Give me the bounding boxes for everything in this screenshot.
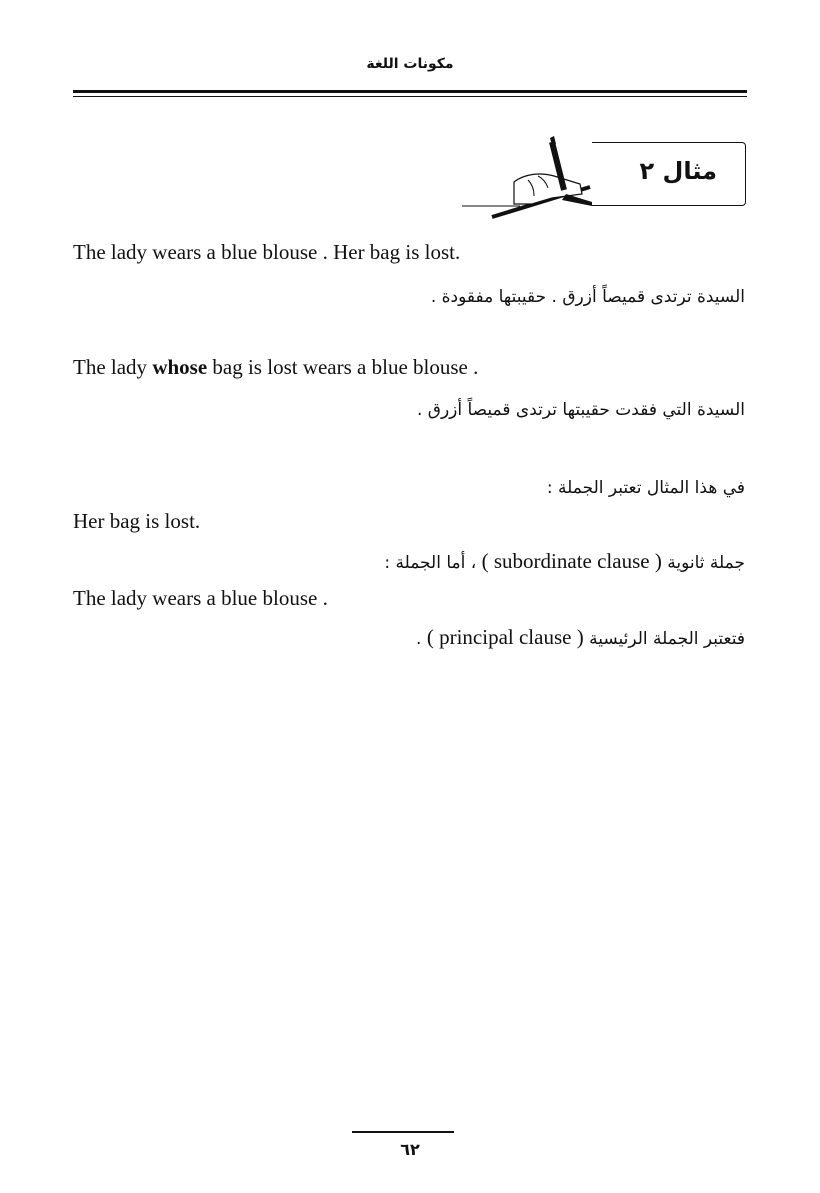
explanation-intro: في هذا المثال تعتبر الجملة : xyxy=(546,478,745,498)
subordinate-sentence: Her bag is lost. xyxy=(73,509,201,533)
pointing-hand-with-pen-icon xyxy=(462,132,602,222)
principal-sentence: The lady wears a blue blouse . xyxy=(73,586,328,610)
text-segment: ، أما الجملة : xyxy=(384,553,477,573)
example-label: مثال ٢ xyxy=(639,157,717,185)
subordinate-clause-term: ( subordinate clause ) xyxy=(481,549,662,573)
text-segment: bag is lost wears a blue blouse . xyxy=(207,355,479,379)
text-segment: . xyxy=(416,629,422,649)
page-number: ٦٢ xyxy=(400,1140,420,1159)
header-rule-thick xyxy=(73,90,747,93)
header-rule-thin xyxy=(73,96,747,97)
example-box xyxy=(592,142,746,206)
example-line-2-arabic: السيدة التي فقدت حقيبتها ترتدى قميصاً أزرق . xyxy=(416,400,745,420)
example-line-1-arabic: السيدة ترتدى قميصاً أزرق . حقيبتها مفقودة . xyxy=(430,287,745,307)
example-line-2-english xyxy=(73,355,478,380)
principal-clause-term: ( principal clause ) xyxy=(426,625,584,649)
text-segment: جملة ثانوية xyxy=(667,553,745,573)
text-segment: The lady xyxy=(73,355,153,379)
running-header: مكونات اللغة xyxy=(366,56,454,72)
footer-rule xyxy=(352,1131,454,1133)
principal-explanation xyxy=(416,625,745,650)
bold-word-whose: whose xyxy=(152,355,208,379)
text-segment: فتعتبر الجملة الرئيسية xyxy=(589,629,745,649)
subordinate-explanation xyxy=(384,549,745,574)
example-line-1-english: The lady wears a blue blouse . Her bag is lost. xyxy=(73,240,461,264)
